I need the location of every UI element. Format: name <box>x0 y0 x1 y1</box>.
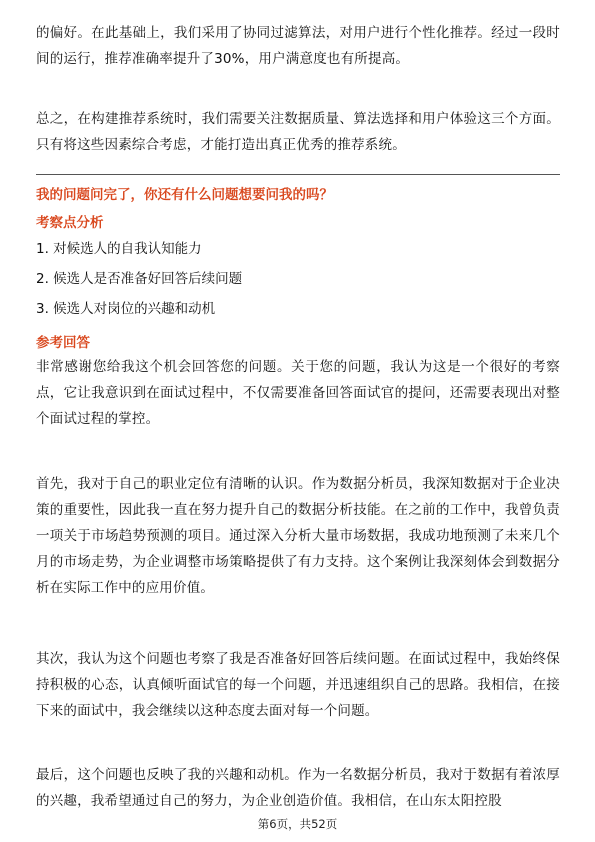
intro-paragraph-1: 的偏好。在此基础上，我们采用了协同过滤算法，对用户进行个性化推荐。经过一段时间的运行，推荐准确率提升了30%，用户满意度也有所提高。 <box>36 25 560 67</box>
page-number: 第6页，共52页 <box>257 817 338 831</box>
section-divider <box>36 174 560 175</box>
answer-paragraph-4: 最后，这个问题也反映了我的兴趣和动机。作为一名数据分析员，我对于数据有着浓厚的兴趣，我希望通过自己的努力，为企业创造价值。我相信，在山东太阳控股 <box>36 767 560 809</box>
analysis-heading: 考察点分析 <box>36 215 104 231</box>
intro-paragraph-2: 总之，在构建推荐系统时，我们需要关注数据质量、算法选择和用户体验这三个方面。只有将这些因素综合考虑，才能打造出真正优秀的推荐系统。 <box>36 111 560 153</box>
analysis-item: 1. 对候选人的自我认知能力 <box>36 241 202 257</box>
answer-paragraph-1: 非常感谢您给我这个机会回答您的问题。关于您的问题，我认为这是一个很好的考察点，它让我意识到在面试过程中，不仅需要准备回答面试官的提问，还需要表现出对整个面试过程的掌控。 <box>36 359 560 427</box>
answer-paragraph-3: 其次，我认为这个问题也考察了我是否准备好回答后续问题。在面试过程中，我始终保持积极的心态，认真倾听面试官的每一个问题，并迅速组织自己的思路。我相信，在接下来的面试中，我会继续以这种态度去面对每一个问题。 <box>36 651 560 719</box>
answer-heading: 参考回答 <box>36 335 90 351</box>
question-heading: 我的问题问完了，你还有什么问题想要问我的吗？ <box>36 187 333 203</box>
answer-paragraph-2: 首先，我对于自己的职业定位有清晰的认识。作为数据分析员，我深知数据对于企业决策的重要性，因此我一直在努力提升自己的数据分析技能。在之前的工作中，我曾负责一项关于市场趋势预测的项目。通过深入分析大量市场数据，我成功地预测了未来几个月的市场走势，为企业调整市场策略提供了有力支持。这个案例让我深刻体会到数据分析在实际工作中的应用价值。 <box>36 476 560 596</box>
analysis-item: 3. 候选人对岗位的兴趣和动机 <box>36 301 216 317</box>
analysis-item: 2. 候选人是否准备好回答后续问题 <box>36 271 243 287</box>
